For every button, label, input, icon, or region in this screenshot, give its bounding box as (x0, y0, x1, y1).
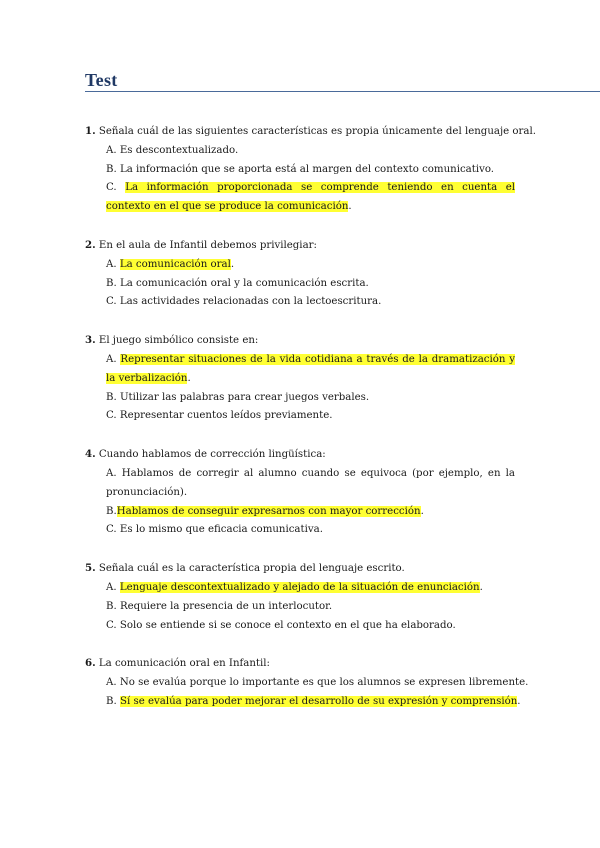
question-5 (85, 559, 515, 635)
question-text (85, 445, 515, 465)
option-b (106, 389, 515, 408)
question-text (85, 122, 536, 142)
question-number: 4. (85, 448, 96, 461)
option-c: C. La información proporcionada se comprende teniendo en cuenta el contexto en el que se produce la comunicación. (106, 182, 515, 213)
question-number: 3. (85, 334, 96, 347)
option-a: A. La comunicación oral. (106, 258, 235, 270)
question-stem: Señala cuál de las siguientes características es propia únicamente del lenguaje oral. (95, 126, 536, 137)
highlighted-answer: La comunicación oral (119, 258, 231, 270)
option-c (106, 293, 515, 312)
option-text: Es lo mismo que eficacia comunicativa. (116, 524, 323, 536)
question-stem: Cuando hablamos de corrección lingüística: (95, 449, 326, 461)
highlighted-answer: Sí se evalúa para poder mejorar el desarrollo de su expresión y comprensión (119, 695, 518, 707)
question-number: 5. (85, 562, 96, 575)
option-letter: C. (106, 410, 117, 422)
title-underline (85, 91, 600, 92)
option-c (106, 521, 515, 540)
option-a (106, 142, 515, 161)
option-text: Utilizar las palabras para crear juegos verbales. (116, 391, 370, 403)
option-c (106, 617, 515, 636)
option-letter: B. (106, 695, 117, 707)
option-letter: C. (106, 296, 117, 308)
question-stem: En el aula de Infantil debemos privilegiar: (95, 239, 317, 251)
highlighted-answer: La información proporcionada se comprende teniendo en cuenta el contexto en el que se produce la comunicación (106, 182, 515, 213)
option-letter: A. (106, 144, 117, 156)
question-text (85, 654, 515, 674)
question-stem: Señala cuál es la característica propia del lenguaje escrito. (95, 563, 405, 575)
option-letter: A. (106, 467, 117, 479)
question-1 (85, 122, 536, 217)
option-letter: B. (106, 600, 117, 612)
option-a: A. Lenguaje descontextualizado y alejado de la situación de enunciación. (106, 581, 483, 593)
option-letter: A. (106, 677, 117, 689)
option-letter: B. (106, 505, 117, 517)
question-stem: El juego simbólico consiste en: (95, 335, 259, 347)
option-text: La comunicación oral y la comunicación escrita. (116, 277, 369, 289)
option-text: La información que se aporta está al margen del contexto comunicativo. (116, 163, 495, 175)
option-b (106, 598, 515, 617)
option-a (106, 465, 515, 503)
option-a: A. Representar situaciones de la vida cotidiana a través de la dramatización y la verbalización. (106, 353, 515, 384)
question-2 (85, 236, 515, 312)
option-b: B. Sí se evalúa para poder mejorar el desarrollo de su expresión y comprensión. (106, 695, 521, 707)
option-b (106, 161, 515, 180)
question-list (85, 122, 536, 731)
option-text: No se evalúa porque lo importante es que los alumnos se expresen libremente. (116, 677, 529, 689)
option-text: Requiere la presencia de un interlocutor. (116, 600, 333, 612)
option-letter: B. (106, 277, 117, 289)
highlighted-answer: Representar situaciones de la vida cotidiana a través de la dramatización y la verbalización (106, 353, 515, 384)
page-title: Test (85, 70, 118, 90)
option-list (106, 142, 515, 217)
option-letter: C. (106, 182, 117, 194)
option-letter: B. (106, 391, 117, 403)
option-list (106, 465, 515, 540)
question-stem: La comunicación oral en Infantil: (95, 658, 270, 670)
option-a (106, 674, 529, 693)
option-letter: A. (106, 258, 117, 270)
option-letter: C. (106, 619, 117, 631)
option-b (106, 275, 515, 294)
option-list (106, 674, 529, 712)
question-text (85, 331, 515, 351)
option-letter: A. (106, 581, 117, 593)
question-3 (85, 331, 515, 426)
question-text (85, 559, 515, 579)
highlighted-answer: Lenguaje descontextualizado y alejado de la situación de enunciación (119, 581, 480, 593)
question-6 (85, 654, 529, 711)
option-text: Representar cuentos leídos previamente. (116, 410, 333, 422)
question-number: 6. (85, 657, 96, 670)
option-letter: A. (106, 353, 117, 365)
question-text (85, 236, 515, 256)
option-text: Es descontextualizado. (116, 144, 239, 156)
option-list (106, 579, 515, 635)
option-letter: C. (106, 524, 117, 536)
highlighted-answer: Hablamos de conseguir expresarnos con mayor corrección (116, 505, 421, 517)
option-list (106, 351, 515, 426)
question-number: 1. (85, 125, 96, 137)
option-letter: B. (106, 163, 117, 175)
option-text: Hablamos de corregir al alumno cuando se equivoca (por ejemplo, en la pronunciación). (106, 467, 515, 498)
option-b: B.Hablamos de conseguir expresarnos con mayor corrección. (106, 505, 424, 517)
option-text: Las actividades relacionadas con la lectoescritura. (116, 296, 382, 308)
question-number: 2. (85, 238, 96, 251)
option-list (106, 256, 515, 312)
question-4 (85, 445, 515, 540)
option-text: Solo se entiende si se conoce el contexto en el que ha elaborado. (116, 619, 456, 631)
option-c (106, 407, 515, 426)
